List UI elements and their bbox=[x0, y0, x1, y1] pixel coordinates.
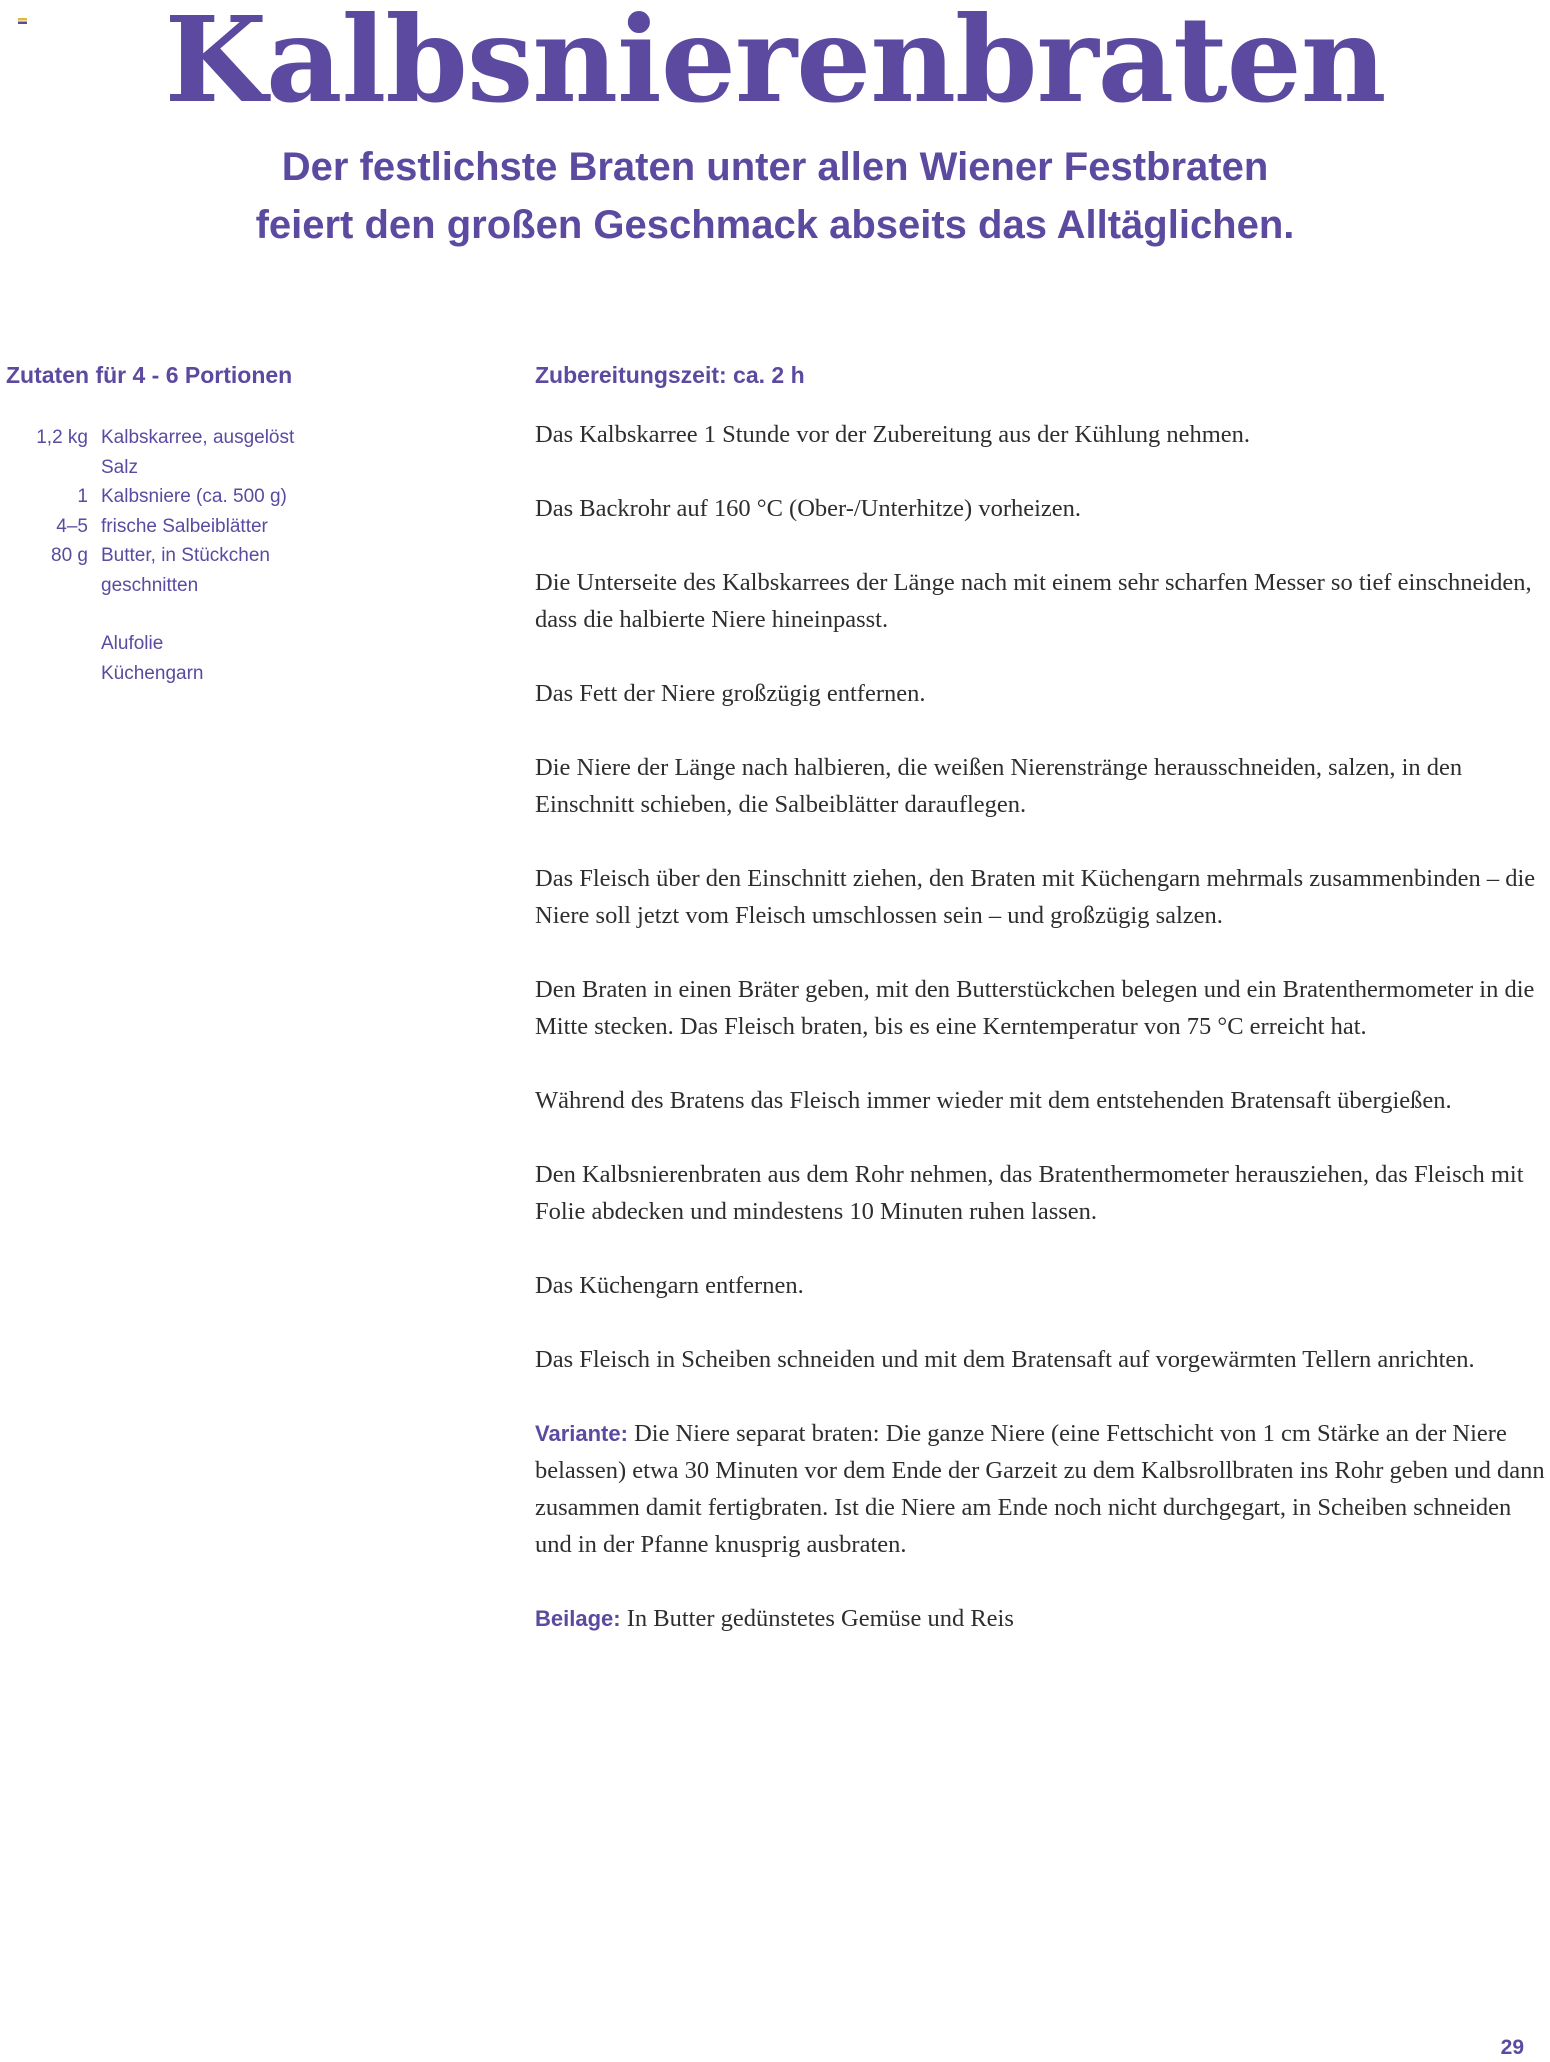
preparation-steps bbox=[535, 416, 1545, 1674]
ingredient-name: geschnitten bbox=[101, 574, 199, 596]
ingredient-name: frische Salbeiblätter bbox=[101, 515, 268, 537]
ingredient-name: Kalbsniere (ca. 500 g) bbox=[101, 486, 287, 507]
ingredient-row bbox=[20, 541, 500, 571]
ingredient-quantity bbox=[20, 629, 101, 659]
subtitle-line: feiert den großen Geschmack abseits das Alltäglichen. bbox=[255, 203, 1295, 247]
subtitle-line: Der festlichste Braten unter allen Wiener Festbraten bbox=[281, 145, 1269, 189]
page-number: 29 bbox=[1500, 2036, 1524, 2059]
step-paragraph: Das Fleisch in Scheiben schneiden und mit dem Bratensaft auf vorgewärmten Tellern anrichten. bbox=[535, 1346, 1475, 1373]
variant-text: Die Niere separat braten: Die ganze Niere (eine Fettschicht von 1 cm Stärke an der Niere belassen) etwa 30 Minuten vor dem Ende der Garzeit zu dem Kalbsrollbraten ins Rohr geben und dann zusammen damit fertigbraten. Ist die Niere am Ende noch nicht durchgegart, in Scheiben schneiden und in der Pfanne knusprig ausbraten. bbox=[535, 1420, 1545, 1558]
step-paragraph: Das Fleisch über den Einschnitt ziehen, den Braten mit Küchengarn mehrmals zusammenbinden – die Niere soll jetzt vom Fleisch umschlossen sein – und großzügig salzen. bbox=[535, 865, 1536, 929]
ingredient-quantity: 4–5 bbox=[56, 515, 88, 537]
page-title: Kalbsnierenbraten bbox=[164, 0, 1386, 129]
side-dish-paragraph bbox=[535, 1600, 1545, 1637]
spacer bbox=[20, 600, 500, 629]
step-paragraph: Das Küchengarn entfernen. bbox=[535, 1272, 804, 1299]
side-dish-label: Beilage: bbox=[535, 1606, 621, 1631]
ingredient-row bbox=[20, 423, 500, 453]
ingredient-row bbox=[20, 659, 500, 689]
step-paragraph: Die Niere der Länge nach halbieren, die weißen Nierenstränge herausschneiden, salzen, in den Einschnitt schieben, die Salbeiblätter darauflegen. bbox=[535, 754, 1463, 818]
ingredient-row bbox=[20, 571, 500, 601]
ingredient-row bbox=[20, 453, 500, 483]
side-dish-text: In Butter gedünstetes Gemüse und Reis bbox=[626, 1605, 1014, 1632]
ingredient-row bbox=[20, 629, 500, 659]
step-paragraph: Den Kalbsnierenbraten aus dem Rohr nehmen, das Bratenthermometer herausziehen, das Fleisch mit Folie abdecken und mindestens 10 Minuten ruhen lassen. bbox=[535, 1161, 1524, 1225]
variant-label: Variante: bbox=[535, 1421, 628, 1446]
ingredient-name: Salz bbox=[101, 456, 138, 478]
ingredient-quantity bbox=[20, 453, 101, 483]
equipment-name: Küchengarn bbox=[101, 662, 204, 684]
ingredient-quantity bbox=[20, 571, 101, 601]
ingredient-name: Butter, in Stückchen bbox=[101, 545, 270, 566]
preparation-heading: Zubereitungszeit: ca. 2 h bbox=[535, 362, 805, 388]
ingredient-row bbox=[20, 482, 500, 512]
subtitle bbox=[0, 138, 1550, 254]
ingredients-heading: Zutaten für 4 - 6 Portionen bbox=[6, 362, 293, 388]
step-paragraph: Das Kalbskarree 1 Stunde vor der Zubereitung aus der Kühlung nehmen. bbox=[535, 421, 1251, 448]
equipment-name: Alufolie bbox=[101, 633, 164, 654]
step-paragraph: Während des Bratens das Fleisch immer wieder mit dem entstehenden Bratensaft übergießen. bbox=[535, 1087, 1452, 1114]
step-paragraph: Die Unterseite des Kalbskarrees der Länge nach mit einem sehr scharfen Messer so tief einschneiden, dass die halbierte Niere hineinpasst. bbox=[535, 569, 1532, 633]
step-paragraph: Das Backrohr auf 160 °C (Ober-/Unterhitze) vorheizen. bbox=[535, 495, 1082, 522]
step-paragraph: Das Fett der Niere großzügig entfernen. bbox=[535, 680, 926, 707]
ingredient-quantity: 1 bbox=[77, 486, 88, 507]
ingredients-list bbox=[20, 423, 500, 688]
ingredient-quantity: 80 g bbox=[51, 545, 88, 566]
ingredient-row bbox=[20, 512, 500, 542]
ingredient-quantity: 1,2 kg bbox=[36, 427, 88, 448]
ingredient-quantity bbox=[20, 659, 101, 689]
variant-paragraph bbox=[535, 1415, 1545, 1563]
step-paragraph: Den Braten in einen Bräter geben, mit den Butterstückchen belegen und ein Bratenthermometer in die Mitte stecken. Das Fleisch braten, bis es eine Kerntemperatur von 75 °C erreicht hat. bbox=[535, 976, 1535, 1040]
ingredient-name: Kalbskarree, ausgelöst bbox=[101, 427, 295, 448]
